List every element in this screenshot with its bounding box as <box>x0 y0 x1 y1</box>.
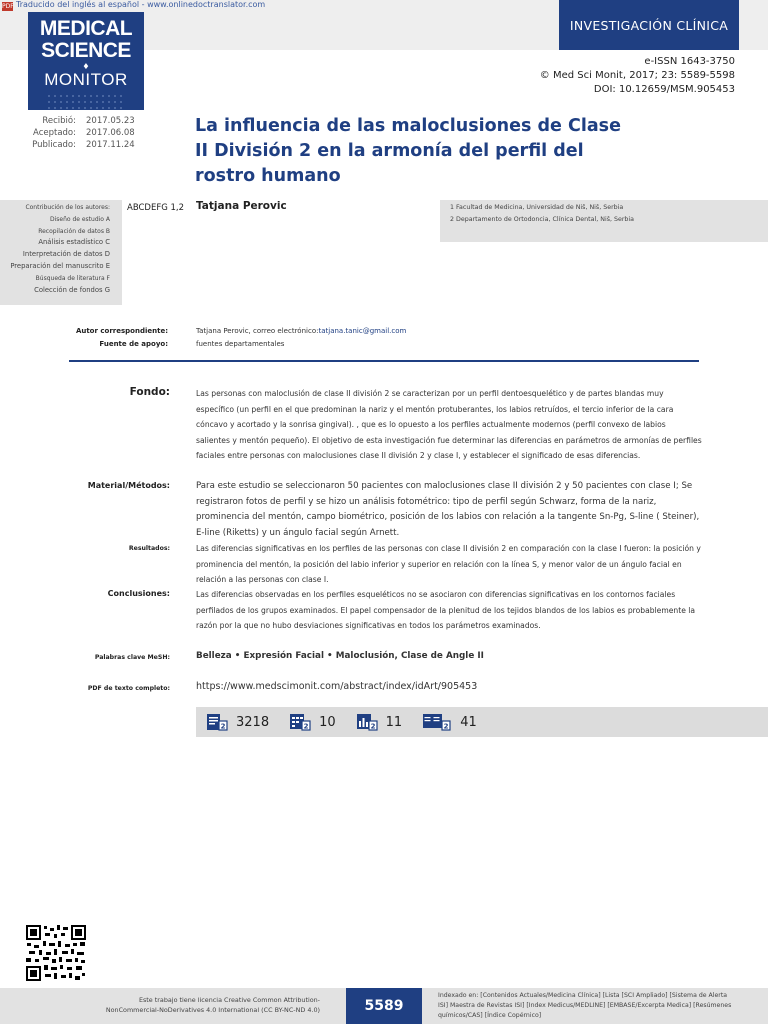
table-count-icon <box>289 713 311 731</box>
contrib-item: Búsqueda de literatura F <box>35 274 110 282</box>
figure-count: 11 <box>385 714 403 730</box>
affiliations <box>440 200 768 242</box>
support-value: fuentes departamentales <box>196 340 285 348</box>
received-date: 2017.05.23 <box>86 116 135 126</box>
support-label: Fuente de apoyo: <box>99 340 168 348</box>
citation: © Med Sci Monit, 2017; 23: 5589-5598 <box>539 70 735 81</box>
published-date: 2017.11.24 <box>86 140 135 150</box>
contrib-item: Recopilación de datos B <box>38 227 110 235</box>
article-title: La influencia de las maloclusiones de Clase II División 2 en la armonía del perfil del rostro humano <box>195 116 621 186</box>
fulltext-label: PDF de texto completo: <box>87 685 170 692</box>
contrib-item: Colección de fondos G <box>34 285 110 294</box>
qr-code-icon <box>25 924 87 982</box>
pdf-icon: PDF <box>2 3 14 10</box>
fulltext-link[interactable]: https://www.medscimonit.com/abstract/index/idArt/905453 <box>196 681 478 692</box>
contrib-item: Preparación del manuscrito E <box>10 261 110 270</box>
contrib-heading: Contribución de los autores: <box>25 204 110 211</box>
journal-logo <box>28 12 144 110</box>
article-dates <box>20 115 135 151</box>
table-count: 10 <box>319 714 336 730</box>
section-divider <box>69 360 699 362</box>
stat-figures <box>356 713 403 731</box>
corresponding-email-link[interactable]: tatjana.tanic@gmail.com <box>318 327 407 335</box>
correspondence-block <box>0 325 700 351</box>
contrib-item: Diseño de estudio A <box>49 215 110 223</box>
stat-words <box>206 713 269 731</box>
methods-label: Material/Métodos: <box>87 481 170 490</box>
license-text: Este trabajo tiene licencia Creative Common Attribution-NonCommercial-NoDerivatives 4.0 International (CC BY-NC-ND 4.0) <box>105 996 320 1014</box>
logo-line-1: MEDICAL <box>39 17 133 40</box>
logo-line-3: MONITOR <box>44 70 128 89</box>
word-count: 3218 <box>236 714 270 730</box>
contrib-item: Interpretación de datos D <box>22 250 110 259</box>
conclusions-label: Conclusiones: <box>107 589 170 598</box>
journal-info <box>475 55 735 97</box>
published-label: Publicado: <box>32 140 76 150</box>
logo-diamond: ♦ <box>82 62 90 71</box>
indexing-info: Indexado en: [Contenidos Actuales/Medicina Clínica] [Lista [SCI Ampliado] [Sistema de Alerta ISI] Maestra de Revistas ISI] [Index Medicus/MEDLINE] [EMBASE/Excerpta Medica] [Resúmenes químicos/CAS] [Índice Copérnico] <box>438 992 732 1019</box>
reference-count-icon <box>422 713 452 731</box>
stat-tables <box>289 713 336 731</box>
svg-text:2: 2 <box>443 722 449 731</box>
eissn: e-ISSN 1643-3750 <box>644 56 735 67</box>
page-number: 5589 <box>346 988 422 1024</box>
affiliation-1: 1 Facultad de Medicina, Universidad de Niš, Niš, Serbia <box>450 204 624 211</box>
conclusions-text: Las diferencias observadas en los perfiles esqueléticos no se asociaron con diferencias significativas en los contornos faciales perfilados de los grupos examinados. El papel compensador de la plenitud de los tejidos blandos de los labios es probablemente la razón por la que no hubo desviaciones significativas en todos los parámetros examinados. <box>196 590 696 630</box>
svg-text:2: 2 <box>220 722 226 731</box>
keywords-text: Belleza • Expresión Facial • Maloclusión, Clase de Angle II <box>196 651 484 661</box>
background-text: Las personas con maloclusión de clase II división 2 se caracterizan por un perfil dentoesquelético y de partes blandas muy específico (un perfil en el que predominan la nariz y el mentón protuberantes, los labios retruídos, el tercio inferior de la cara cóncavo y acortado y la sonrisa gingival). , que es lo opuesto a los perfiles actualmente modernos (perfil convexo de labios salientes y mentón pequeño). El objetivo de esta investigación fue determinar las diferencias en parámetros de armonías de perfiles faciales entre personas con maloclusiones clase II división 2 y clase I, y establecer el significado de esas diferencias. <box>196 389 702 460</box>
article-stats-bar <box>196 707 768 737</box>
stat-references <box>422 713 477 731</box>
accepted-date: 2017.06.08 <box>86 128 135 138</box>
reference-count: 41 <box>460 714 477 730</box>
results-text: Las diferencias significativas en los perfiles de las personas con clase II división 2 en comparación con la clase I fueron: la posición y prominencia del mentón, la posición del labio inferior y superior en relación con la línea S, y menor valor de un ángulo facial en relación a las personas con clase I. <box>196 544 701 584</box>
contrib-item: Análisis estadístico C <box>38 238 110 247</box>
logo-pattern <box>46 93 126 111</box>
accepted-label: Aceptado: <box>33 128 76 138</box>
results-label: Resultados: <box>128 545 170 552</box>
translator-notice[interactable] <box>2 0 265 11</box>
background-label: Fondo: <box>129 386 170 398</box>
keywords-label: Palabras clave MeSH: <box>94 654 170 661</box>
corresponding-author-text: Tatjana Perovic, correo electrónico: <box>196 327 319 335</box>
affiliation-2: 2 Departamento de Ortodoncia, Clínica Dental, Niš, Serbia <box>450 216 635 223</box>
svg-text:2: 2 <box>370 722 376 731</box>
methods-text: Para este estudio se seleccionaron 50 pacientes con maloclusiones clase II división 2 y 50 pacientes con clase I; Se registraron fotos de perfil y se hizo un análisis fotométrico: tipo de perfil según Schwarz, forma de la nariz, prominencia del mentón, campo biométrico, posición de los labios con relación a la tangente Sn-Pg, S-line ( Steiner), E-line (Riketts) y un ángulo facial según Arnett. <box>196 481 700 538</box>
article-category: INVESTIGACIÓN CLÍNICA <box>559 0 739 50</box>
received-label: Recibió: <box>42 116 76 126</box>
figure-count-icon <box>356 713 378 731</box>
word-count-icon <box>206 713 228 731</box>
author-contribution-code: ABCDEFG 1,2 <box>127 203 185 213</box>
logo-line-2: SCIENCE <box>41 39 131 62</box>
author-contributions <box>0 200 122 305</box>
translator-link[interactable]: Traducido del inglés al español - www.onlinedoctranslator.com <box>16 0 266 9</box>
doi[interactable]: DOI: 10.12659/MSM.905453 <box>593 84 735 95</box>
corresponding-author-label: Autor correspondiente: <box>75 327 168 335</box>
author-name: Tatjana Perovic <box>196 200 287 212</box>
svg-text:2: 2 <box>303 722 309 731</box>
